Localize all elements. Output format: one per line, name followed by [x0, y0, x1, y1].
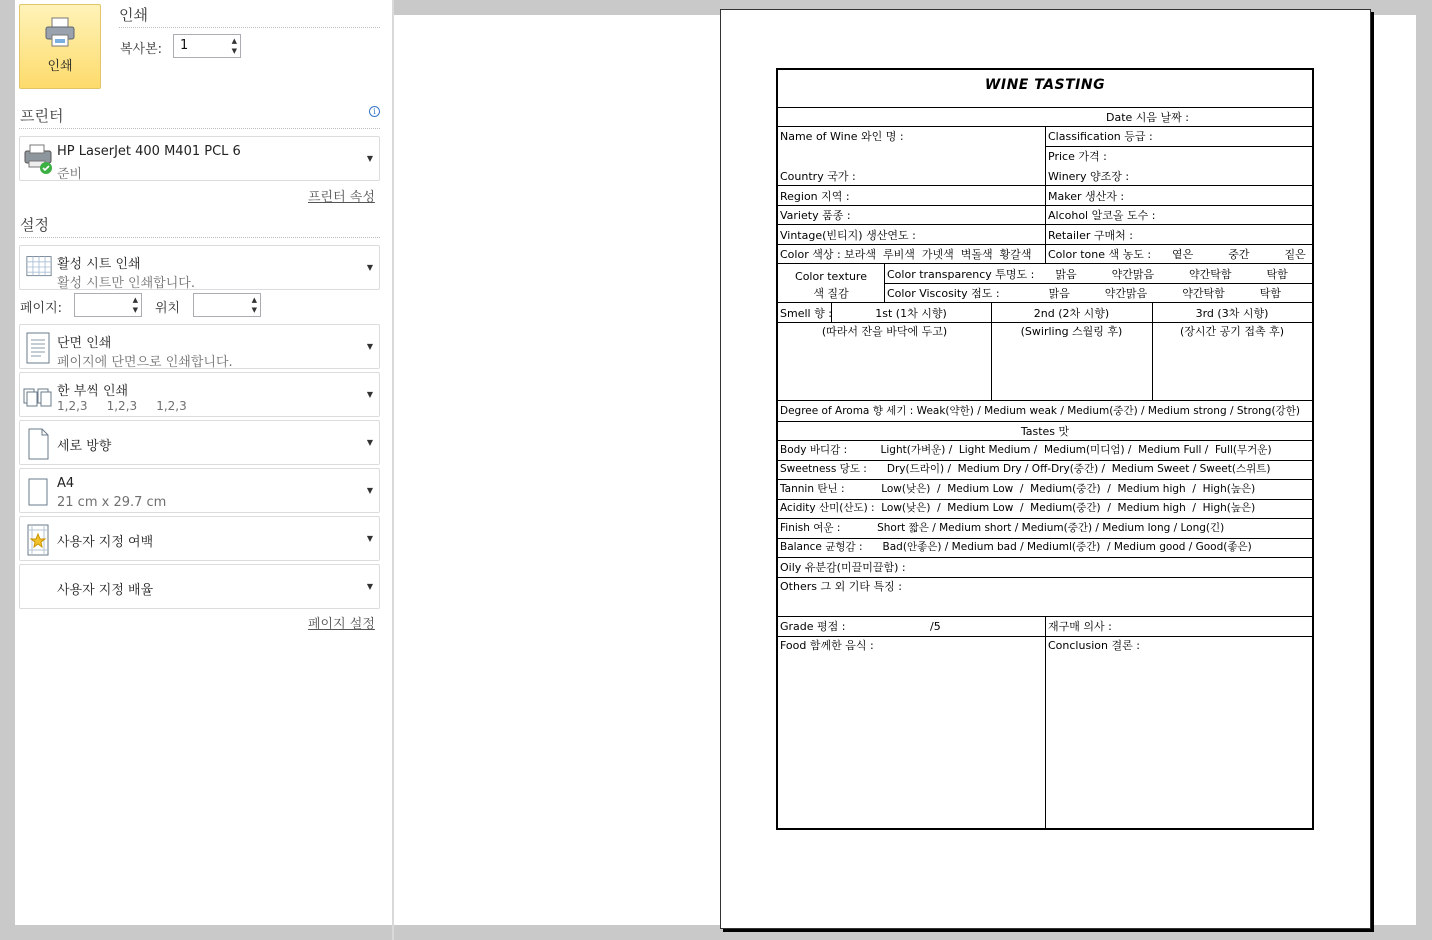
orientation-select[interactable]	[19, 420, 380, 465]
scaling-title: 사용자 지정 배율	[57, 583, 154, 598]
smell-second-sub: (Swirling 스월링 후)	[1020, 325, 1123, 338]
classification-label: Classification 등급 :	[1048, 130, 1153, 143]
active-sheet-sub: 활성 시트만 인쇄합니다.	[57, 276, 195, 291]
active-sheet-title: 활성 시트 인쇄	[57, 257, 141, 272]
color-texture-sub: 색 질감	[813, 287, 849, 300]
spin-up-icon[interactable]: ▲	[132, 296, 138, 304]
one-sided-sub: 페이지에 단면으로 인쇄합니다.	[57, 355, 233, 370]
print-settings-panel	[15, 0, 392, 925]
table-rule	[778, 557, 1312, 558]
repurchase-label: 재구매 의사 :	[1048, 620, 1112, 633]
custom-margins-icon	[24, 523, 52, 557]
collated-sub: 1,2,3 1,2,3 1,2,3	[57, 399, 187, 413]
one-sided-title: 단면 인쇄	[57, 336, 112, 351]
collation-select[interactable]	[19, 372, 380, 417]
info-icon[interactable]: i	[369, 106, 380, 117]
table-rule	[778, 322, 1312, 323]
spin-up-icon[interactable]: ▲	[231, 37, 237, 45]
collated-icon	[22, 379, 56, 413]
paper-sub: 21 cm x 29.7 cm	[57, 495, 167, 510]
table-rule	[778, 499, 1312, 500]
copies-value: 1	[180, 38, 189, 53]
table-rule	[1045, 616, 1046, 830]
form-title: WINE TASTING	[984, 77, 1106, 93]
table-rule	[884, 263, 885, 302]
smell-third: 3rd (3차 시향)	[1195, 307, 1269, 320]
viscosity-label: Color Viscosity 점도 : 맑음 약간맑음 약간탁함 탁함	[887, 287, 1281, 300]
one-sided-icon	[24, 331, 52, 365]
grade-score: /5	[930, 620, 941, 633]
table-rule	[778, 518, 1312, 519]
margins-select[interactable]	[19, 516, 380, 561]
spin-down-icon[interactable]: ▼	[132, 306, 138, 314]
winery-label: Winery 양조장 :	[1048, 170, 1130, 183]
paper-icon	[24, 475, 52, 509]
color-texture-label: Color texture	[795, 270, 867, 283]
printer-icon	[43, 15, 77, 49]
portrait-icon	[24, 427, 52, 461]
page-setup-link[interactable]: 페이지 설정	[308, 617, 375, 632]
acidity-label: Acidity 산미(산도) : Low(낮은) / Medium Low / Medium(중간) / Medium high / High(높은)	[780, 502, 1256, 514]
spin-down-icon[interactable]: ▼	[231, 47, 237, 55]
maker-label: Maker 생산자 :	[1048, 190, 1125, 203]
dropdown-arrow-icon: ▼	[366, 154, 373, 163]
grade-label: Grade 평점 :	[780, 620, 846, 633]
table-rule	[778, 460, 1312, 461]
divider	[119, 27, 380, 28]
table-rule	[778, 107, 1312, 108]
vintage-label: Vintage(빈티지) 생산연도 :	[780, 229, 916, 242]
transparency-label: Color transparency 투명도 : 맑음 약간맑음 약간탁함 탁함	[887, 268, 1288, 281]
print-button[interactable]	[19, 4, 101, 89]
sides-select[interactable]	[19, 324, 380, 369]
tastes-label: Tastes 맛	[1020, 425, 1070, 438]
pages-to-label: 위치	[155, 301, 181, 316]
finish-label: Finish 여운 : Short 짧은 / Medium short / Medium(중간) / Medium long / Long(긴)	[780, 522, 1225, 534]
color-tone-label: Color tone 색 농도 : 옅은 중간 짙은	[1048, 248, 1306, 261]
retailer-label: Retailer 구매처 :	[1048, 229, 1133, 242]
printer-properties-link[interactable]: 프린터 속성	[308, 190, 375, 205]
wine-tasting-form	[776, 68, 1314, 830]
table-rule	[778, 421, 1312, 422]
copies-label: 복사본:	[120, 42, 163, 57]
dropdown-arrow-icon: ▼	[366, 438, 373, 447]
print-button-label: 인쇄	[47, 59, 73, 74]
table-rule	[778, 538, 1312, 539]
dropdown-arrow-icon: ▼	[366, 486, 373, 495]
print-heading: 인쇄	[119, 6, 148, 24]
smell-first-sub: (따라서 잔을 바닥에 두고)	[821, 325, 948, 338]
oily-label: Oily 유분감(미끌미끌함) :	[780, 561, 906, 574]
margins-title: 사용자 지정 여백	[57, 535, 154, 550]
price-label: Price 가격 :	[1048, 150, 1107, 163]
others-label: Others 그 외 기타 특징 :	[780, 580, 902, 593]
dropdown-arrow-icon: ▼	[366, 263, 373, 272]
dropdown-arrow-icon: ▼	[366, 342, 373, 351]
color-label: Color 색상 : 보라색 루비색 가넷색 벽돌색 황갈색	[780, 248, 1032, 261]
alcohol-label: Alcohol 알코올 도수 :	[1048, 209, 1156, 222]
country-label: Country 국가 :	[780, 170, 856, 183]
variety-label: Variety 품종 :	[780, 209, 851, 222]
table-rule	[1045, 126, 1046, 263]
pages-to-input[interactable]	[193, 293, 261, 317]
preview-page	[720, 9, 1371, 929]
smell-second: 2nd (2차 시향)	[1033, 307, 1110, 320]
divider	[19, 237, 380, 238]
printer-ready-icon	[22, 141, 56, 175]
paper-title: A4	[57, 476, 75, 491]
printer-heading: 프린터	[20, 107, 64, 125]
table-rule	[884, 283, 1312, 284]
food-label: Food 함께한 음식 :	[780, 639, 874, 652]
spin-down-icon[interactable]: ▼	[251, 306, 257, 314]
balance-label: Balance 균형감 : Bad(안좋은) / Medium bad / Mediuml(중간) / Medium good / Good(좋은)	[780, 541, 1252, 553]
paper-size-select[interactable]	[19, 468, 380, 513]
dropdown-arrow-icon: ▼	[366, 534, 373, 543]
table-rule	[778, 577, 1312, 578]
printer-select[interactable]	[19, 136, 380, 181]
sweetness-label: Sweetness 당도 : Dry(드라이) / Medium Dry / Off-Dry(중간) / Medium Sweet / Sweet(스위트)	[780, 463, 1271, 475]
active-sheet-icon	[24, 254, 54, 280]
settings-heading: 설정	[20, 216, 49, 234]
smell-first: 1st (1차 시향)	[875, 307, 947, 320]
table-rule	[778, 302, 1312, 303]
smell-third-sub: (장시간 공기 접촉 후)	[1179, 325, 1285, 338]
collated-title: 한 부씩 인쇄	[57, 384, 129, 399]
table-rule	[778, 440, 1312, 441]
pages-from-input[interactable]	[74, 293, 142, 317]
conclusion-label: Conclusion 결론 :	[1048, 639, 1140, 652]
wine-name-label: Name of Wine 와인 명 :	[780, 130, 904, 143]
printer-name: HP LaserJet 400 M401 PCL 6	[57, 144, 241, 159]
printer-status: 준비	[57, 167, 83, 182]
smell-label: Smell 향 :	[780, 307, 832, 320]
date-label: Date 시음 날짜 :	[1106, 111, 1189, 124]
orientation-title: 세로 방향	[57, 439, 112, 454]
table-rule	[778, 263, 1312, 264]
tannin-label: Tannin 탄닌 : Low(낮은) / Medium Low / Medium(중간) / Medium high / High(높은)	[780, 483, 1256, 495]
spin-up-icon[interactable]: ▲	[251, 296, 257, 304]
divider	[19, 128, 380, 129]
pages-label: 페이지:	[20, 301, 63, 316]
dropdown-arrow-icon: ▼	[366, 582, 373, 591]
scaling-select[interactable]	[19, 564, 380, 609]
aroma-label: Degree of Aroma 향 세기 : Weak(약한) / Medium weak / Medium(중간) / Medium strong / Strong(강한)	[780, 405, 1300, 417]
copies-input[interactable]	[173, 34, 241, 58]
table-rule	[1046, 146, 1312, 147]
table-rule	[778, 400, 1312, 401]
dropdown-arrow-icon: ▼	[366, 390, 373, 399]
table-rule	[778, 479, 1312, 480]
print-what-select[interactable]	[19, 245, 380, 290]
region-label: Region 지역 :	[780, 190, 850, 203]
body-label: Body 바디감 : Light(가벼운) / Light Medium / Medium(미디엄) / Medium Full / Full(무거운)	[780, 444, 1272, 456]
